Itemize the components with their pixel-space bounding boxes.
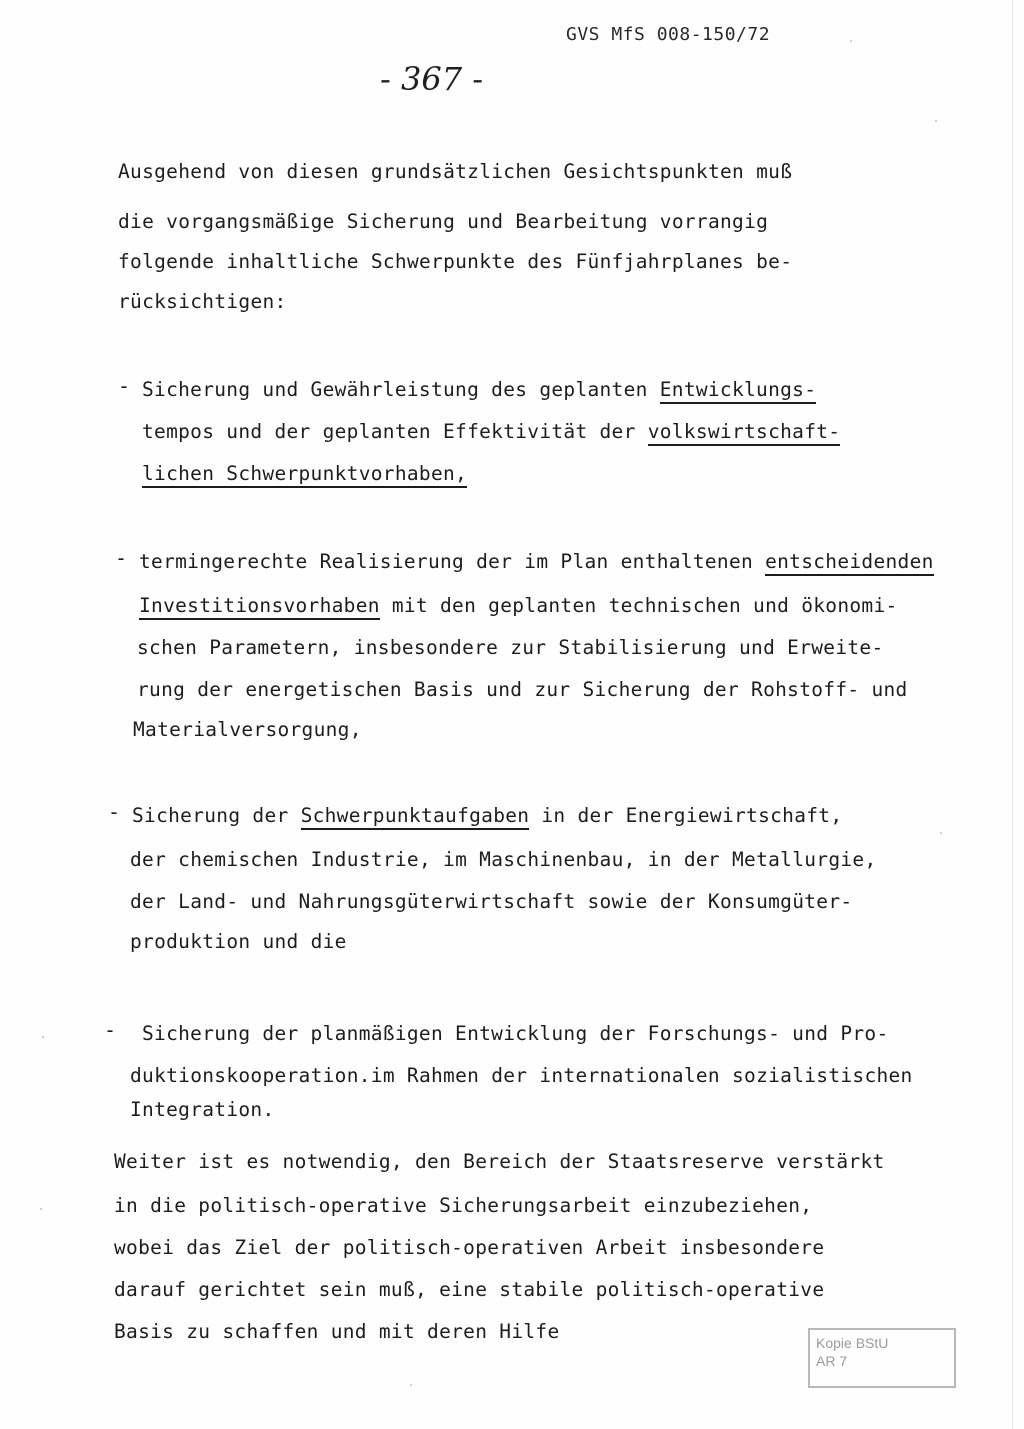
- bullet2-line-2-text: mit den geplanten technischen und ökonomi-: [379, 594, 898, 617]
- intro-line-1: Ausgehend von diesen grundsätzlichen Gesichtspunkten muß: [118, 160, 793, 183]
- scan-speck: [940, 832, 942, 834]
- underlined-term: lichen Schwerpunktvorhaben,: [142, 462, 467, 488]
- document-reference: GVS MfS 008-150/72: [566, 24, 771, 45]
- scan-speck: [935, 120, 937, 122]
- bullet4-line-1: Sicherung der planmäßigen Entwicklung der Forschungs- und Pro-: [142, 1022, 889, 1045]
- stamp-line-2: AR 7: [816, 1353, 848, 1369]
- scan-speck: [42, 1036, 44, 1038]
- scan-speck: [410, 1384, 412, 1386]
- page-number: - 367 -: [380, 60, 484, 98]
- underlined-term: Schwerpunktaufgaben: [301, 804, 530, 830]
- bullet-dash-4: -: [104, 1018, 117, 1042]
- bullet2-line-3: schen Parametern, insbesondere zur Stabilisierung und Erweite-: [137, 636, 884, 659]
- bullet2-line-1: [139, 550, 934, 573]
- archive-stamp: [808, 1328, 956, 1388]
- intro-line-4: rücksichtigen:: [118, 290, 287, 313]
- bullet3-line-2: der chemischen Industrie, im Maschinenbau, in der Metallurgie,: [130, 848, 877, 871]
- bullet-dash-2: -: [115, 546, 128, 570]
- bullet3-line-1-text: Sicherung der: [132, 804, 301, 827]
- intro-line-3: folgende inhaltliche Schwerpunkte des Fünfjahrplanes be-: [118, 250, 793, 273]
- bullet1-line-2-text: tempos und der geplanten Effektivität der: [142, 420, 648, 443]
- bullet-dash-1: -: [118, 374, 131, 398]
- bullet-dash-3: -: [108, 800, 121, 824]
- bullet1-line-3: [142, 462, 467, 485]
- bullet4-line-2: duktionskooperation.im Rahmen der internationalen sozialistischen: [130, 1064, 913, 1087]
- bullet2-line-4: rung der energetischen Basis und zur Sicherung der Rohstoff- und: [137, 678, 908, 701]
- intro-line-2: die vorgangsmäßige Sicherung und Bearbeitung vorrangig: [118, 210, 769, 233]
- bullet2-line-1-text: termingerechte Realisierung der im Plan enthaltenen: [139, 550, 766, 573]
- underlined-term: Investitionsvorhaben: [139, 594, 380, 620]
- bullet4-line-3: Integration.: [130, 1098, 275, 1121]
- bullet1-line-2: [142, 420, 840, 443]
- bullet3-line-4: produktion und die: [130, 930, 347, 953]
- bullet3-line-1: [132, 804, 842, 827]
- bullet3-line-1-tail: in der Energiewirtschaft,: [529, 804, 843, 827]
- scan-edge-line: [1012, 0, 1013, 1429]
- underlined-term: Entwicklungs-: [660, 378, 817, 404]
- bullet2-line-5: Materialversorgung,: [133, 718, 362, 741]
- bullet1-line-1-text: Sicherung und Gewährleistung des geplanten: [142, 378, 660, 401]
- closing-line-1: Weiter ist es notwendig, den Bereich der Staatsreserve verstärkt: [114, 1150, 885, 1173]
- closing-line-2: in die politisch-operative Sicherungsarbeit einzubeziehen,: [114, 1194, 813, 1217]
- scan-speck: [40, 1208, 42, 1210]
- closing-line-3: wobei das Ziel der politisch-operativen Arbeit insbesondere: [114, 1236, 825, 1259]
- closing-line-4: darauf gerichtet sein muß, eine stabile politisch-operative: [114, 1278, 825, 1301]
- underlined-term: volkswirtschaft-: [648, 420, 841, 446]
- bullet2-line-2: [139, 594, 898, 617]
- stamp-line-1: Kopie BStU: [816, 1335, 889, 1351]
- bullet3-line-3: der Land- und Nahrungsgüterwirtschaft sowie der Konsumgüter-: [130, 890, 853, 913]
- underlined-term: entscheidenden: [765, 550, 934, 576]
- bullet1-line-1: [142, 378, 816, 401]
- scan-speck: [850, 40, 852, 42]
- closing-line-5: Basis zu schaffen und mit deren Hilfe: [114, 1320, 560, 1343]
